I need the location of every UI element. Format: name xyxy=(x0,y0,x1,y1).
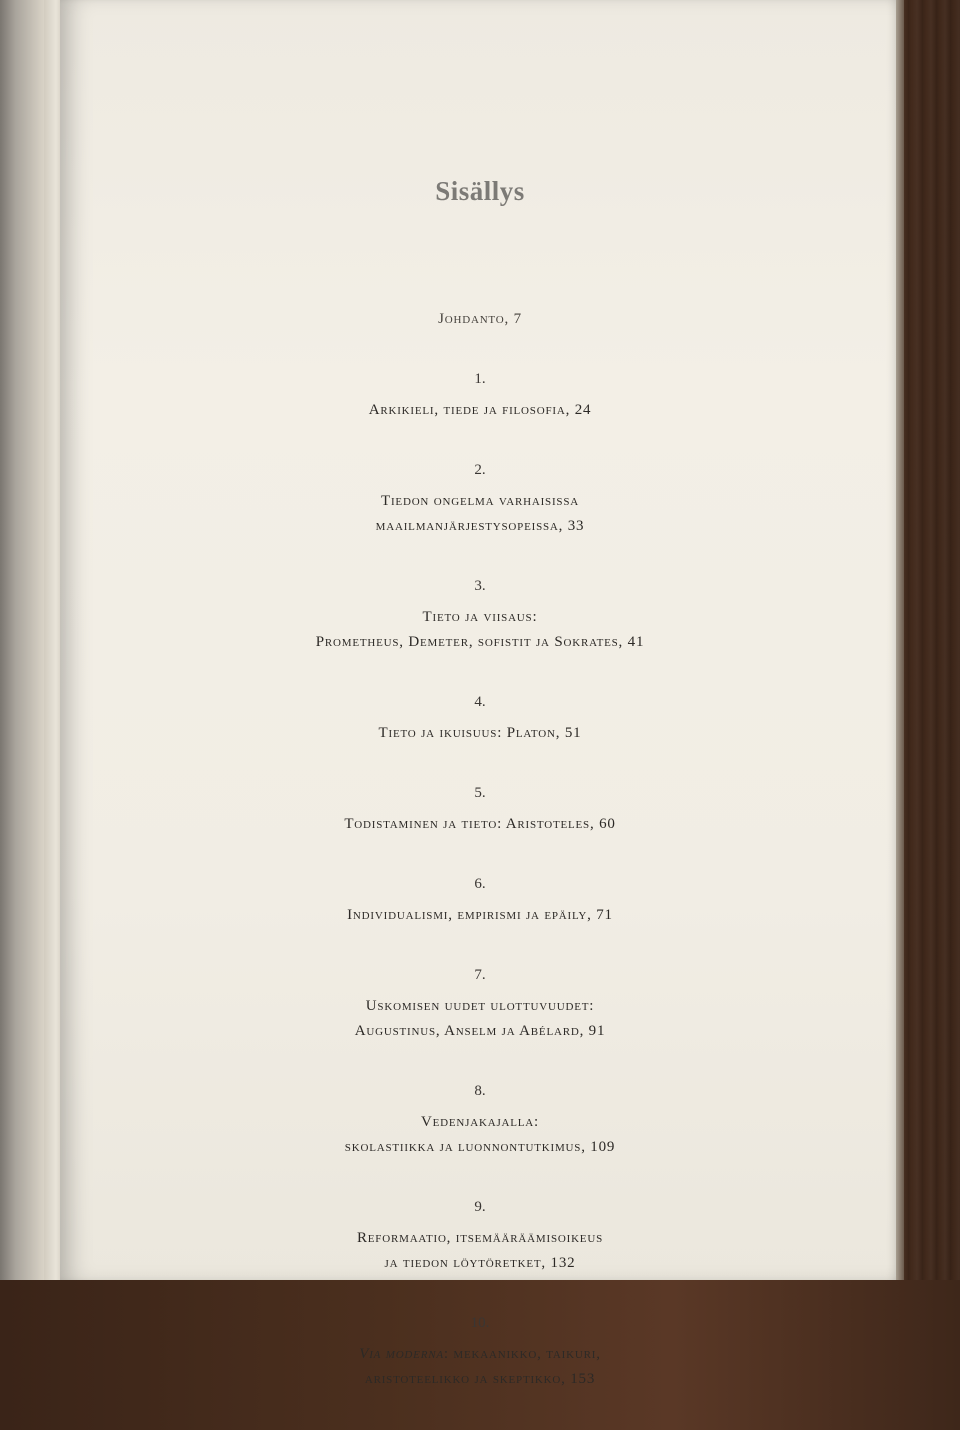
toc-entry-number: 3. xyxy=(474,578,486,594)
toc-entry-7 xyxy=(60,966,900,1044)
toc-entry-1 xyxy=(60,370,900,423)
toc-entry-number: 9. xyxy=(474,1199,486,1215)
toc-entry-title-cont: aristoteelikko ja skeptikko, 153 xyxy=(364,1371,596,1387)
toc-entry-title-cont: Prometheus, Demeter, sofistit ja Sokrates, 41 xyxy=(315,634,645,650)
toc-entry-number: 2. xyxy=(474,462,486,478)
table-of-contents xyxy=(60,307,900,1430)
toc-entry-title: Tiedon ongelma varhaisissa xyxy=(381,493,579,509)
toc-entry-title: Johdanto, 7 xyxy=(438,311,522,327)
toc-entry-number: 1. xyxy=(474,371,486,387)
toc-entry-title xyxy=(60,1342,900,1367)
toc-entry-5 xyxy=(60,784,900,837)
toc-entry-title: Individualismi, empirismi ja epäily, 71 xyxy=(347,907,613,923)
toc-entry-number: 4. xyxy=(474,694,486,710)
toc-entry-title: Tieto ja viisaus: xyxy=(422,609,538,625)
toc-entry-9 xyxy=(60,1198,900,1276)
toc-entry-10 xyxy=(60,1314,900,1392)
toc-entry-title-rest: : mekaanikko, taikuri, xyxy=(443,1346,601,1362)
toc-entry-number: 6. xyxy=(474,876,486,892)
toc-entry-2 xyxy=(60,461,900,539)
toc-entry-4 xyxy=(60,693,900,746)
toc-entry-title: Vedenjakajalla: xyxy=(420,1114,540,1130)
page-title: Sisällys xyxy=(435,176,525,206)
toc-entry-intro xyxy=(60,307,900,332)
toc-entry-title: Arkikieli, tiede ja filosofia, 24 xyxy=(368,402,592,418)
toc-entry-number: 10. xyxy=(470,1315,490,1331)
toc-entry-title: Tieto ja ikuisuus: Platon, 51 xyxy=(378,725,582,741)
toc-entry-number: 8. xyxy=(474,1083,486,1099)
toc-entry-6 xyxy=(60,875,900,928)
toc-entry-number: 5. xyxy=(474,785,486,801)
toc-entry-italic-term: Via moderna xyxy=(359,1346,444,1362)
toc-entry-title-cont: Augustinus, Anselm ja Abélard, 91 xyxy=(354,1023,606,1039)
toc-entry-title: Reformaatio, itsemääräämisoikeus xyxy=(356,1230,603,1246)
toc-entry-3 xyxy=(60,577,900,655)
toc-entry-number: 7. xyxy=(474,967,486,983)
toc-entry-title-cont: skolastiikka ja luonnontutkimus, 109 xyxy=(344,1139,616,1155)
toc-entry-title-cont: ja tiedon löytöretket, 132 xyxy=(384,1255,576,1271)
book-page xyxy=(60,0,896,1387)
toc-entry-title: Todistaminen ja tieto: Aristoteles, 60 xyxy=(344,816,616,832)
toc-entry-title: Uskomisen uudet ulottuvuudet: xyxy=(365,998,595,1014)
toc-entry-title-cont: maailmanjärjestysopeissa, 33 xyxy=(375,518,585,534)
toc-entry-8 xyxy=(60,1082,900,1160)
